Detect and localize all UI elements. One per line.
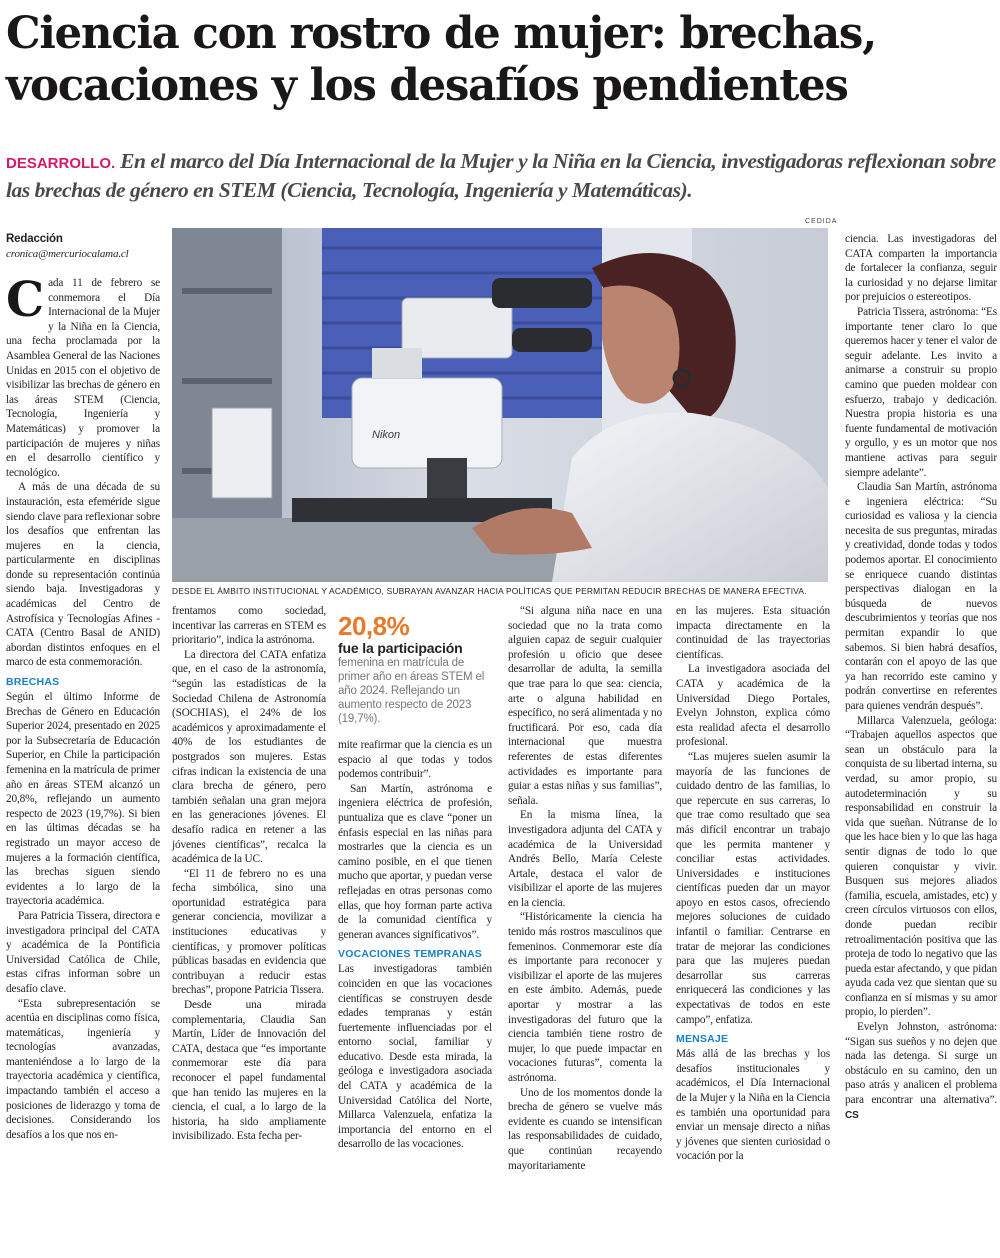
paragraph: “Las mujeres suelen asumir la mayoría de las funciones de cuidado dentro de las familias, lo que repercute en sus carreras, lo que trae como resultado que sea más difícil encontrar un trabajo que les permita mantener y conciliar estas actividades. Universidades e instituciones científicas pueden dar un mayor apoyo en estos casos, ofreciendo mejores soluciones de cuidado infantil o familiar. Centrarse en tratar de mejorar las condiciones para que las mujeres puedan desarrollar sus carreras enriquecerá las condiciones y las expectativas de todos en este campo”, enfatiza.: [676, 750, 830, 1026]
paragraph: Millarca Valenzuela, geóloga: “Trabajen aquellos aspectos que sean un obstáculo para la conquista de su libertad interna, su verdad, su amor propio, su autodeterminación y su responsabilidad en construir la vida que sueñan. Nútranse de lo que les hace bien y lo que las haga sentir dignas de todo lo que quieren conquistar y vivir. Busquen sus mejores aliados (familia, escuela, amistades, etc) y creen círculos virtuosos con ellos, donde puedan recibir retroalimentación positiva que las proteja de todo lo negativo que las pueda estar afectando, y que pidan ayuda cada vez que sientan que su confianza en sí mismas y su amor propio, lo pierden”.: [845, 714, 997, 1019]
column-6: [845, 232, 997, 1123]
paragraph: [6, 272, 160, 480]
subhead-mensaje: MENSAJE: [676, 1033, 729, 1046]
paragraph: [845, 1020, 997, 1123]
kicker: DESARROLLO.: [6, 155, 116, 172]
subhead-vocaciones: VOCACIONES TEMPRANAS: [338, 948, 483, 961]
paragraph: frentamos como sociedad, incentivar las carreras en STEM es prioritario”, indica la astrónoma.: [172, 605, 326, 647]
column-3: [338, 612, 492, 1152]
photo-credit: CEDIDA: [805, 218, 838, 225]
microscope-brand: Nikon: [372, 429, 401, 441]
paragraph: mite reafirmar que la ciencia es un espacio al que todas y todos podemos contribuir”.: [338, 739, 492, 781]
subhead-brechas: BRECHAS: [6, 676, 60, 689]
end-mark: CS: [845, 1109, 859, 1121]
column-4: [508, 604, 662, 1173]
microscope-scene-illustration: [172, 228, 828, 582]
paragraph: Las investigadoras también coinciden en que las vocaciones científicas se construyen desde edades tempranas y están fuertemente influenciadas por el entorno social, familiar y educativo. Desde esta mirada, la geóloga e investigadora asociada del CATA y académica de la Universidad Católica del Norte, Millarca Valenzuela, enfatiza la importancia del entorno en el desarrollo de las vocaciones.: [338, 963, 492, 1151]
column-2: [172, 604, 326, 1144]
paragraph: San Martín, astrónoma e ingeniera eléctrica de profesión, puntualiza que es clave “poner un énfasis especial en las niñas para mostrarles que la ciencia es un camino posible, en el que tienen mucho que aportar, y puedan verse reflejadas en otras personas como ellas, que hoy forman parte activa de la comunidad científica y generan avances significativos”.: [338, 782, 492, 941]
paragraph: ciencia. Las investigadoras del CATA comparten la importancia de fortalecer la confianza, seguir la curiosidad y no dejarse limitar por prejuicios o estereotipos.: [845, 233, 997, 304]
paragraph: en las mujeres. Esta situación impacta directamente en la continuidad de las trayectorias científicas.: [676, 605, 830, 661]
paragraph: Patricia Tissera, astrónoma: “Es importante tener claro lo que queremos hacer y tener el valor de seguir adelante. Les invito a animarse a construir su propio camino que pueden moldear con esfuerzo, trabajo y dedicación. Nuestra propia historia es una fuente fundamental de motivación y orgullo, y es un motor que nos mantiene activas para seguir siempre adelante”.: [845, 305, 997, 479]
paragraph: En la misma línea, la investigadora adjunta del CATA y académica de la Universidad Andrés Bello, María Celeste Artale, destaca el valor de visibilizar el aporte de las mujeres en la ciencia.: [508, 809, 662, 909]
paragraph-text: ada 11 de febrero se conmemora el Día Internacional de la Mujer y la Niña en la Ciencia, una fecha proclamada por la Asamblea General de las Naciones Unidas en 2015 con el objetivo de visibilizar las brechas de género en las áreas STEM (Ciencia, Tecnología, Ingeniería y Matemáticas) y promover la participación de mujeres y niñas en el desarrollo científico y tecnológico.: [6, 277, 160, 479]
dek-text: En el marco del Día Internacional de la Mujer y la Niña en la Ciencia, investigadoras reflexionan sobre las brechas de género en STEM (Ciencia, Tecnología, Ingeniería y Matemáticas).: [6, 149, 996, 202]
drop-cap: C: [6, 272, 45, 328]
column-5: [676, 604, 830, 1164]
photo-caption: DESDE EL ÁMBITO INSTITUCIONAL Y ACADÉMICO, SUBRAYAN AVANZAR HACIA POLÍTICAS QUE PERMITAN REDUCIR BRECHAS DE MANERA EFECTIVA.: [172, 586, 807, 596]
paragraph: “Históricamente la ciencia ha tenido más rostros masculinos que femeninos. Conmemorar este día es importante para reconocer y visibilizar el aporte de las mujeres en este ámbito. Además, puede aportar y mostrar a las investigadoras del futuro que la ciencia también tiene rostro de mujer, lo que puede impactar en vocaciones futuras”, comenta la astrónoma.: [508, 911, 662, 1084]
paragraph: La directora del CATA enfatiza que, en el caso de la astronomía, “según las estadísticas de la Sociedad Chilena de Astronomía (SOCHIAS), el 24% de los académicos y aproximadamente el 40% de los estudiantes de postgrados son mujeres. Estas cifras indican la existencia de una clara brecha de género, pero también señalan una gran mejora en las generaciones jóvenes. El desafío radica en retener a las jóvenes científicas”, recalca la académica de la UC.: [172, 648, 326, 866]
paragraph: Según el último Informe de Brechas de Género en Educación Superior 2024, presentado en 2025 por la Subsecretaría de Educación Superior, en Chile la participación femenina en la matrícula de primer año en áreas STEM alcanzó un 20,8%, reflejando un aumento respecto de 2023 (19,7%). Si bien en las últimas décadas se ha registrado un mayor acceso de mujeres a la formación científica, las brechas siguen siendo evidentes a lo largo de la trayectoria académica.: [6, 691, 160, 908]
paragraph: “Esta subrepresentación se acentúa en disciplinas como física, matemáticas, ingeniería y tecnologías avanzadas, manteniéndose a lo largo de la trayectoria académica y científica, impactando también el acceso a posiciones de liderazgo y toma de decisiones. Considerando los desafíos a los que nos en-: [6, 997, 160, 1141]
column-1: [6, 232, 160, 1142]
paragraph: Desde una mirada complementaria, Claudia San Martín, Líder de Innovación del CATA, destaca que “es importante conmemorar este día para reconocer el papel fundamental que han tenido las mujeres en la ciencia, el cual, a lo largo de la historia, ha sido ampliamente invisibilizado. Esta fecha per-: [172, 999, 326, 1143]
stat-value: 20,8%: [338, 611, 410, 641]
stat-body: femenina en matrícula de primer año en áreas STEM el año 2024. Reflejando un aumento respecto de 2023 (19,7%).: [338, 657, 485, 725]
stat-headline: fue la participación: [338, 640, 463, 656]
paragraph-text: Evelyn Johnston, astrónoma: “Sigan sus sueños y no dejen que nada las detenga. Si surge un obstáculo en su camino, den un paso atrás y analicen el problema para encontrar una alternativa”.: [845, 1021, 997, 1107]
paragraph: Para Patricia Tissera, directora e investigadora principal del CATA y académica de la Pontificia Universidad Católica de Chile, estas cifras informan sobre un desafío clave.: [6, 909, 160, 995]
paragraph: A más de una década de su instauración, esta efeméride sigue siendo clave para reflexionar sobre los desafíos que enfrentan las mujeres en la ciencia, particularmente en disciplinas donde su representación continúa siendo baja. Investigadoras y académicas del Centro de Astrofísica y Tecnologías Afines - CATA (Centro Basal de ANID) abordan distintos enfoques en el marco de esta conmemoración.: [6, 481, 160, 669]
paragraph: Uno de los momentos donde la brecha de género se vuelve más evidente es cuando se intensifican las responsabilidades de cuidado, que continúan recayendo mayoritariamente: [508, 1086, 662, 1172]
paragraph: Más allá de las brechas y los desafíos institucionales y académicos, el Día Internacional de la Mujer y la Niña en la Ciencia es también una oportunidad para enviar un mensaje directo a niñas y jóvenes que sienten curiosidad o vocación por la: [676, 1048, 830, 1163]
article-photo: [172, 228, 828, 582]
paragraph: La investigadora asociada del CATA y académica de la Universidad Diego Portales, Evelyn Johnston, explica cómo esta realidad afecta el desarrollo profesional.: [676, 663, 830, 749]
dek: [6, 148, 996, 204]
author-email[interactable]: cronica@mercuriocalama.cl: [6, 248, 129, 260]
paragraph: Claudia San Martín, astrónoma e ingeniera eléctrica: “Su curiosidad es valiosa y la ciencia necesita de sus preguntas, miradas y creatividad, donde todas y todos podemos aportar. El conocimiento se enriquece cuando distintas perspectivas dialogan en la búsqueda de nuevos descubrimientos y teorías que nos permitan expandir lo que sabemos. Si bien habrá desafíos, contarán con el apoyo de las que ya han recorrido este camino y podrán convertirse en referentes para quienes vendrán después”.: [845, 481, 997, 712]
headline: Ciencia con rostro de mujer: brechas, vocaciones y los desafíos pendientes: [6, 8, 876, 111]
paragraph: “El 11 de febrero no es una fecha simbólica, sino una oportunidad estratégica para generar conciencia, movilizar a instituciones educativas y científicas, y promover políticas públicas basadas en evidencia que contribuyan a reducir estas brechas”, propone Patricia Tissera.: [172, 867, 326, 997]
byline: Redacción: [6, 233, 63, 245]
paragraph: “Si alguna niña nace en una sociedad que no la trata como alguien capaz de seguir cualquier profesión u oficio que desee desarrollar de adulta, la semilla que trae para lo que sea: ciencia, arte o alguna habilidad en específico, no será alimentada y no fructificará. Por eso, cada día internacional que muestra referentes de estas diferentes actividades es importante para guiar a estas niñas y sus familias”, señala.: [508, 605, 662, 807]
